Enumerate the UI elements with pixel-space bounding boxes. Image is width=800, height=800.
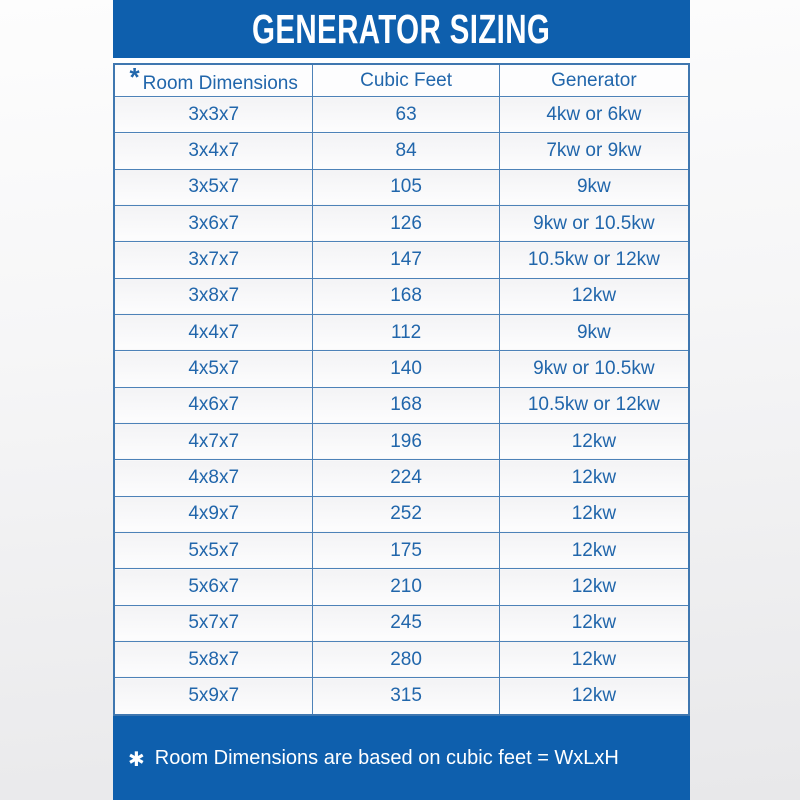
table-cell: 10.5kw or 12kw [499,387,689,423]
table-cell: 224 [313,460,499,496]
table-cell: 245 [313,605,499,641]
table-cell: 9kw or 10.5kw [499,351,689,387]
table-cell: 126 [313,205,499,241]
column-header-generator: Generator [499,64,689,97]
table-cell: 5x8x7 [114,641,313,677]
generator-sizing-table [113,63,690,716]
table-body [114,97,689,716]
table-row [114,278,689,314]
table-row [114,314,689,350]
table-row [114,460,689,496]
table-row [114,205,689,241]
table-cell: 4x9x7 [114,496,313,532]
table-cell: 12kw [499,532,689,568]
table-row [114,605,689,641]
table-cell: 280 [313,641,499,677]
table-row [114,423,689,459]
column-header-cubic-feet: Cubic Feet [313,64,499,97]
table-cell: 168 [313,387,499,423]
column-header-room-dimensions [114,64,313,97]
table-row [114,351,689,387]
table-cell: 5x5x7 [114,532,313,568]
table-container [113,63,690,716]
column-header-label: Room Dimensions [142,73,298,94]
table-cell: 12kw [499,678,689,715]
table-cell: 3x5x7 [114,169,313,205]
table-cell: 4x8x7 [114,460,313,496]
table-cell: 3x8x7 [114,278,313,314]
table-cell: 112 [313,314,499,350]
table-cell: 4x6x7 [114,387,313,423]
table-cell: 3x3x7 [114,97,313,133]
table-cell: 5x7x7 [114,605,313,641]
asterisk-mark: * [129,64,140,92]
title-bar [113,0,690,58]
table-header-row [114,64,689,97]
table-cell: 12kw [499,569,689,605]
table-cell: 12kw [499,460,689,496]
table-cell: 4x4x7 [114,314,313,350]
table-cell: 252 [313,496,499,532]
table-row [114,97,689,133]
table-row [114,387,689,423]
table-row [114,532,689,568]
table-cell: 12kw [499,605,689,641]
table-cell: 84 [313,133,499,169]
table-cell: 147 [313,242,499,278]
content-sheet [113,0,690,800]
table-cell: 9kw or 10.5kw [499,205,689,241]
table-cell: 10.5kw or 12kw [499,242,689,278]
table-cell: 12kw [499,278,689,314]
table-cell: 63 [313,97,499,133]
table-cell: 12kw [499,496,689,532]
table-cell: 7kw or 9kw [499,133,689,169]
table-cell: 5x9x7 [114,678,313,715]
footnote-asterisk: ✱ [128,748,145,771]
page-title: GENERATOR SIZING [252,5,551,52]
table-cell: 9kw [499,169,689,205]
table-cell: 196 [313,423,499,459]
table-cell: 4kw or 6kw [499,97,689,133]
table-row [114,678,689,715]
table-row [114,169,689,205]
table-row [114,496,689,532]
table-cell: 210 [313,569,499,605]
table-cell: 105 [313,169,499,205]
table-cell: 4x5x7 [114,351,313,387]
table-row [114,641,689,677]
table-row [114,242,689,278]
table-row [114,133,689,169]
table-cell: 3x7x7 [114,242,313,278]
footnote-bar [113,716,690,800]
table-cell: 3x6x7 [114,205,313,241]
table-cell: 315 [313,678,499,715]
table-cell: 9kw [499,314,689,350]
footnote-text: Room Dimensions are based on cubic feet = WxLxH [154,746,619,769]
table-cell: 12kw [499,423,689,459]
table-cell: 140 [313,351,499,387]
table-cell: 4x7x7 [114,423,313,459]
table-cell: 3x4x7 [114,133,313,169]
table-cell: 175 [313,532,499,568]
table-row [114,569,689,605]
table-cell: 168 [313,278,499,314]
table-cell: 5x6x7 [114,569,313,605]
table-cell: 12kw [499,641,689,677]
